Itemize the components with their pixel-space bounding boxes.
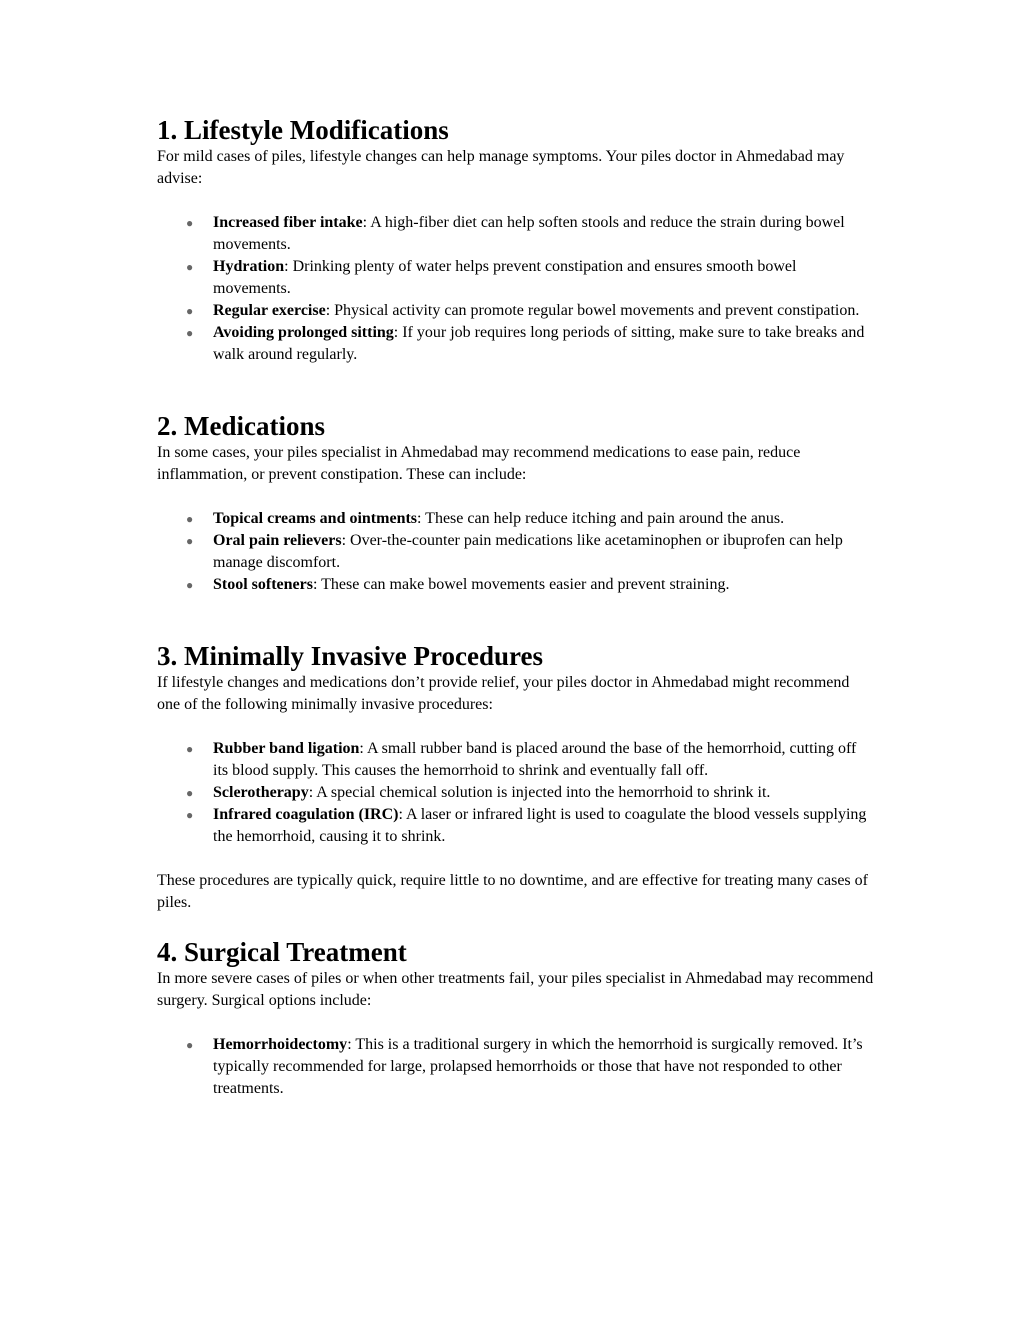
- item-text: : If your job requires long periods of sitting, make sure to take breaks and walk around regularly.: [213, 324, 865, 363]
- list-item: [186, 804, 874, 848]
- bullet-icon: ●: [186, 216, 194, 230]
- item-text: : A small rubber band is placed around the base of the hemorrhoid, cutting off its blood supply. This causes the hemorrhoid to shrink and eventually fall off.: [213, 740, 857, 779]
- list-item: [186, 738, 874, 782]
- bullet-icon: ●: [186, 304, 194, 318]
- section-intro: For mild cases of piles, lifestyle changes can help manage symptoms. Your piles doctor in Ahmedabad may advise:: [157, 148, 845, 187]
- bullet-icon: ●: [186, 260, 194, 274]
- list-item: [186, 212, 874, 256]
- bullet-icon: ●: [186, 512, 194, 526]
- item-term: Rubber band ligation: [213, 740, 360, 757]
- item-term: Oral pain relievers: [213, 532, 342, 549]
- list-item: [186, 322, 874, 366]
- section-intro: In some cases, your piles specialist in Ahmedabad may recommend medications to ease pain, reduce inflammation, or prevent constipation. These can include:: [157, 444, 801, 483]
- bullet-list: [157, 1034, 874, 1100]
- bullet-icon: ●: [186, 534, 194, 548]
- bullet-list: [157, 738, 874, 848]
- item-text: : A high-fiber diet can help soften stools and reduce the strain during bowel movements.: [213, 214, 845, 253]
- item-term: Stool softeners: [213, 576, 313, 593]
- section-medications: [157, 410, 874, 596]
- item-term: Hydration: [213, 258, 285, 275]
- bullet-icon: ●: [186, 1038, 194, 1052]
- item-text: : A laser or infrared light is used to coagulate the blood vessels supplying the hemorrhoid, causing it to shrink.: [213, 806, 867, 845]
- bullet-list: [157, 212, 874, 366]
- item-term: Avoiding prolonged sitting: [213, 324, 394, 341]
- section-intro: In more severe cases of piles or when other treatments fail, your piles specialist in Ahmedabad may recommend surgery. Surgical options include:: [157, 970, 874, 1009]
- section-outro: These procedures are typically quick, require little to no downtime, and are effective for treating many cases of piles.: [157, 872, 868, 911]
- item-term: Sclerotherapy: [213, 784, 309, 801]
- section-heading: 4. Surgical Treatment: [157, 937, 407, 967]
- bullet-icon: ●: [186, 742, 194, 756]
- section-lifestyle: [157, 114, 874, 366]
- section-procedures: [157, 640, 874, 914]
- item-text: : This is a traditional surgery in which the hemorrhoid is surgically removed. It’s typically recommended for large, prolapsed hemorrhoids or those that have not responded to other treatments.: [213, 1036, 863, 1097]
- item-text: : These can make bowel movements easier and prevent straining.: [312, 576, 730, 593]
- bullet-icon: ●: [186, 808, 194, 822]
- list-item: [186, 530, 874, 574]
- item-term: Infrared coagulation (IRC): [213, 806, 399, 823]
- section-heading: 1. Lifestyle Modifications: [157, 115, 449, 145]
- section-surgical: [157, 936, 874, 1100]
- list-item: [186, 1034, 874, 1100]
- item-term: Increased fiber intake: [213, 214, 363, 231]
- section-heading: 3. Minimally Invasive Procedures: [157, 641, 543, 671]
- item-text: : Physical activity can promote regular bowel movements and prevent constipation.: [325, 302, 860, 319]
- bullet-list: [157, 508, 874, 596]
- bullet-icon: ●: [186, 326, 194, 340]
- list-item: [186, 300, 874, 322]
- item-text: : Drinking plenty of water helps prevent constipation and ensures smooth bowel movements.: [213, 258, 797, 297]
- list-item: [186, 782, 874, 804]
- item-term: Topical creams and ointments: [213, 510, 418, 527]
- bullet-icon: ●: [186, 578, 194, 592]
- item-text: : Over-the-counter pain medications like acetaminophen or ibuprofen can help manage discomfort.: [213, 532, 843, 571]
- list-item: [186, 508, 874, 530]
- item-text: : These can help reduce itching and pain around the anus.: [417, 510, 785, 527]
- item-term: Hemorrhoidectomy: [213, 1036, 348, 1053]
- section-heading: 2. Medications: [157, 411, 325, 441]
- bullet-icon: ●: [186, 786, 194, 800]
- section-intro: If lifestyle changes and medications don’t provide relief, your piles doctor in Ahmedabad might recommend one of the following minimally invasive procedures:: [157, 674, 850, 713]
- item-term: Regular exercise: [213, 302, 326, 319]
- item-text: : A special chemical solution is injected into the hemorrhoid to shrink it.: [308, 784, 771, 801]
- list-item: [186, 256, 874, 300]
- list-item: [186, 574, 874, 596]
